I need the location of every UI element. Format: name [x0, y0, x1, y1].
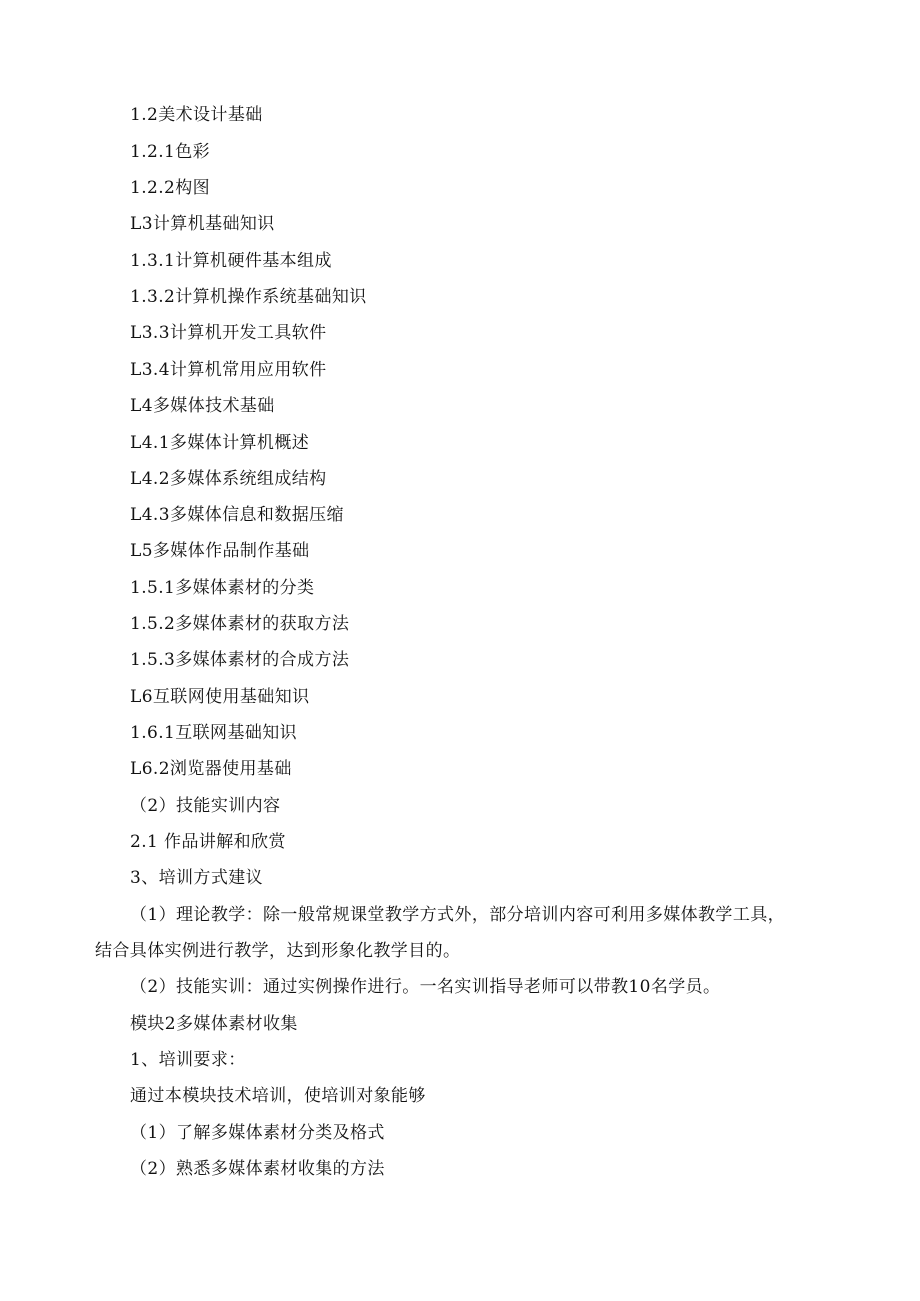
item-l3-4-common-apps: L3.4计算机常用应用软件 — [130, 360, 327, 380]
item-l3-3-dev-tools: L3.3计算机开发工具软件 — [130, 323, 327, 343]
item-familiar-methods: （2）熟悉多媒体素材收集的方法 — [130, 1159, 385, 1179]
item-1-5-1-classification: 1.5.1多媒体素材的分类 — [130, 578, 315, 598]
paragraph-intro: 通过本模块技术培训，使培训对象能够 — [130, 1086, 426, 1106]
item-l4-3-compression: L4.3多媒体信息和数据压缩 — [130, 505, 344, 525]
item-understand-formats: （1）了解多媒体素材分类及格式 — [130, 1123, 385, 1143]
item-2-1-works: 2.1 作品讲解和欣赏 — [130, 832, 286, 852]
paragraph-theory-teaching-cont: 结合具体实例进行教学，达到形象化教学目的。 — [95, 941, 461, 961]
item-l6-2-browser: L6.2浏览器使用基础 — [130, 759, 292, 779]
item-1-3-2-os: 1.3.2计算机操作系统基础知识 — [130, 287, 367, 307]
item-1-6-1-internet-basics: 1.6.1互联网基础知识 — [130, 723, 298, 743]
item-1-3-1-hardware: 1.3.1计算机硬件基本组成 — [130, 251, 332, 271]
heading-skill-training-content: （2）技能实训内容 — [130, 796, 281, 816]
heading-training-method: 3、培训方式建议 — [130, 868, 264, 888]
heading-l4-multimedia-tech: L4多媒体技术基础 — [130, 396, 275, 416]
heading-1-2-art-design: 1.2美术设计基础 — [130, 105, 263, 125]
heading-module-2: 模块2多媒体素材收集 — [130, 1014, 298, 1034]
paragraph-theory-teaching: （1）理论教学：除一般常规课堂教学方式外，部分培训内容可利用多媒体教学工具， — [130, 905, 786, 925]
item-1-5-2-acquisition: 1.5.2多媒体素材的获取方法 — [130, 614, 350, 634]
item-1-2-1-color: 1.2.1色彩 — [130, 142, 211, 162]
heading-l5-production: L5多媒体作品制作基础 — [130, 541, 310, 561]
heading-l3-computer-basics: L3计算机基础知识 — [130, 214, 275, 234]
paragraph-skill-training: （2）技能实训：通过实例操作进行。一名实训指导老师可以带教10名学员。 — [130, 977, 721, 997]
heading-l6-internet: L6互联网使用基础知识 — [130, 687, 310, 707]
heading-training-requirements: 1、培训要求： — [130, 1050, 246, 1070]
item-1-5-3-synthesis: 1.5.3多媒体素材的合成方法 — [130, 650, 350, 670]
item-l4-2-structure: L4.2多媒体系统组成结构 — [130, 469, 327, 489]
item-l4-1-overview: L4.1多媒体计算机概述 — [130, 433, 310, 453]
item-1-2-2-composition: 1.2.2构图 — [130, 178, 211, 198]
